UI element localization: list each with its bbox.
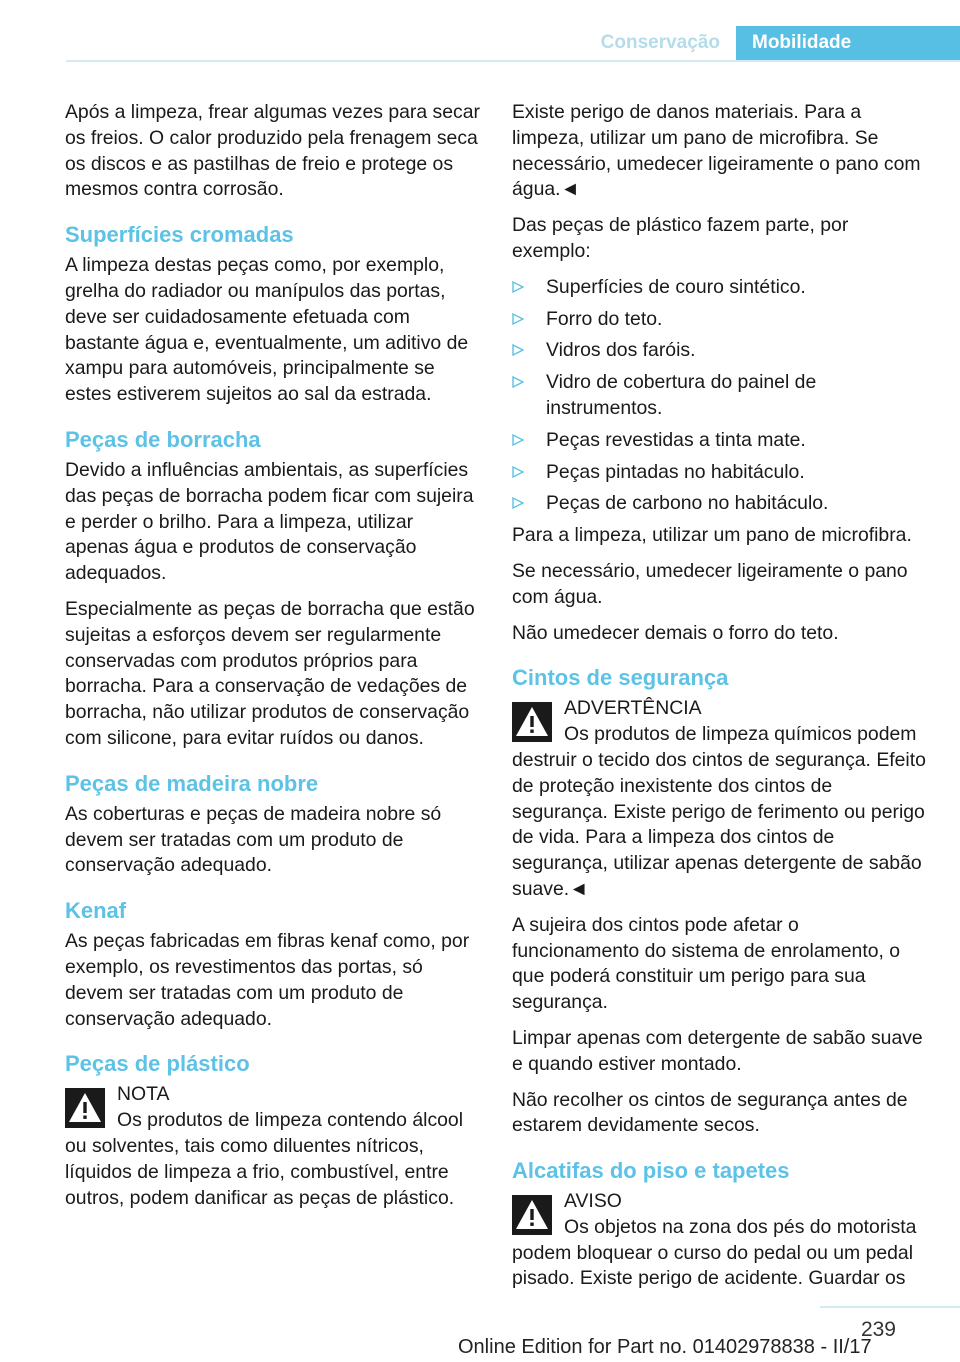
bullet-triangle-icon	[512, 281, 524, 293]
paragraph-belts-2: Limpar apenas com detergente de sabão suave e quando estiver montado.	[512, 1026, 923, 1075]
paragraph-belts-3: Não recolher os cintos de segurança antes de estarem devidamente secos.	[512, 1088, 908, 1137]
list-item-text: Vidro de cobertura do painel de instrumentos.	[546, 371, 817, 419]
right-column	[512, 100, 930, 1302]
paragraph-wood: As coberturas e peças de madeira nobre só devem ser tratadas com um produto de conservação adequado.	[65, 802, 442, 877]
paragraph-intro: Após a limpeza, frear algumas vezes para secar os freios. O calor produzido pela frenagem seca os discos e as pastilhas de freio e protege os mesmos contra corrosão.	[65, 101, 480, 201]
list-item-text: Vidros dos faróis.	[546, 339, 696, 362]
heading-rubber-parts: Peças de borracha	[65, 426, 261, 452]
bullet-triangle-icon	[512, 466, 524, 478]
paragraph-chrome: A limpeza destas peças como, por exemplo, grelha do radiador ou manípulos das portas, deve ser cuidadosamente efetuada com bastante água e, eventualmente, um aditivo de xampu para automóveis, principalmente se estes estiverem sujeitos ao sal da estrada.	[65, 254, 469, 406]
bullet-triangle-icon	[512, 497, 524, 509]
paragraph-kenaf: As peças fabricadas em fibras kenaf como, por exemplo, os revestimentos das portas, só devem ser tratadas com um produto de conservação adequado.	[65, 930, 470, 1030]
heading-wood-parts: Peças de madeira nobre	[65, 770, 319, 796]
paragraph-belts-1: A sujeira dos cintos pode afetar o funcionamento do sistema de enrolamento, o que poderá constituir um perigo para sua segurança.	[512, 913, 901, 1014]
paragraph-moisten: Se necessário, umedecer ligeiramente o pano com água.	[512, 559, 908, 608]
note-box	[65, 1082, 481, 1211]
section-tab-mobilidade[interactable]: Mobilidade	[736, 26, 960, 60]
note-text: Os produtos de limpeza contendo álcool ou solventes, tais como diluentes nítricos, líquidos de limpeza a frio, combustível, entre outros, podem danificar as peças de plástico.	[65, 1109, 464, 1209]
bullet-triangle-icon	[512, 434, 524, 446]
page-number: 239	[860, 1318, 896, 1341]
edition-footer: Online Edition for Part no. 01402978838 - II/17	[458, 1336, 872, 1358]
note-title: NOTA	[117, 1083, 170, 1106]
list-item	[512, 338, 930, 364]
list-item-text: Peças de carbono no habitáculo.	[546, 492, 829, 515]
list-item	[512, 428, 930, 454]
page-header	[66, 26, 960, 60]
list-item-text: Peças revestidas a tinta mate.	[546, 428, 806, 451]
warning-text: Os produtos de limpeza químicos podem destruir o tecido dos cintos de segurança. Efeito de proteção inexistente dos cintos de segurança. Existe perigo de ferimento ou perigo de vida. Para a limpeza dos cintos de segurança, utilizar apenas detergente de sabão suave.◄	[512, 723, 926, 900]
list-item	[512, 370, 930, 422]
heading-kenaf: Kenaf	[65, 898, 127, 924]
plastic-parts-list	[512, 275, 930, 517]
list-item	[512, 491, 930, 517]
paragraph-continued: Existe perigo de danos materiais. Para a limpeza, utilizar um pano de microfibra. Se necessário, umedecer ligeiramente o pano com água.◄	[512, 101, 921, 201]
aviso-box	[512, 1189, 930, 1292]
footer-rule	[820, 1306, 960, 1308]
paragraph-parts-intro: Das peças de plástico fazem parte, por exemplo:	[512, 214, 849, 262]
list-item-text: Forro do teto.	[546, 307, 663, 330]
list-item	[512, 460, 930, 486]
section-tab-conservacao[interactable]: Conservação	[600, 32, 720, 53]
bullet-triangle-icon	[512, 313, 524, 325]
bullet-triangle-icon	[512, 376, 524, 388]
warning-triangle-icon	[65, 1088, 105, 1128]
warning-triangle-icon	[512, 702, 552, 742]
aviso-title: AVISO	[564, 1190, 622, 1213]
heading-plastic-parts: Peças de plástico	[65, 1051, 250, 1077]
paragraph-rubber-1: Devido a influências ambientais, as superfícies das peças de borracha podem ficar com sujeira e perder o brilho. Para a limpeza, utilizar apenas água e produtos de conservação adequados.	[65, 458, 474, 585]
list-item	[512, 307, 930, 333]
warning-box	[512, 696, 930, 902]
list-item-text: Peças pintadas no habitáculo.	[546, 460, 805, 483]
list-item	[512, 275, 930, 301]
warning-title: ADVERTÊNCIA	[564, 697, 702, 720]
heading-seat-belts: Cintos de segurança	[512, 665, 729, 691]
paragraph-microfiber: Para a limpeza, utilizar um pano de microfibra.	[512, 524, 912, 547]
paragraph-rubber-2: Especialmente as peças de borracha que estão sujeitas a esforços devem ser regularmente conservadas com produtos próprios para borracha. Para a conservação de vedações de borracha, não utilizar produtos de conservação com silicone, para evitar ruídos ou danos.	[65, 597, 475, 749]
header-rule	[66, 60, 960, 62]
heading-chrome-surfaces: Superfícies cromadas	[65, 222, 294, 248]
list-item-text: Superfícies de couro sintético.	[546, 275, 806, 298]
heading-floor-carpets: Alcatifas do piso e tapetes	[512, 1158, 790, 1184]
left-column	[65, 100, 481, 1221]
warning-triangle-icon	[512, 1195, 552, 1235]
paragraph-roof-lining: Não umedecer demais o forro do teto.	[512, 621, 839, 644]
aviso-text: Os objetos na zona dos pés do motorista podem bloquear o curso do pedal ou um pedal pisado. Existe perigo de acidente. Guardar os	[512, 1215, 917, 1290]
bullet-triangle-icon	[512, 344, 524, 356]
